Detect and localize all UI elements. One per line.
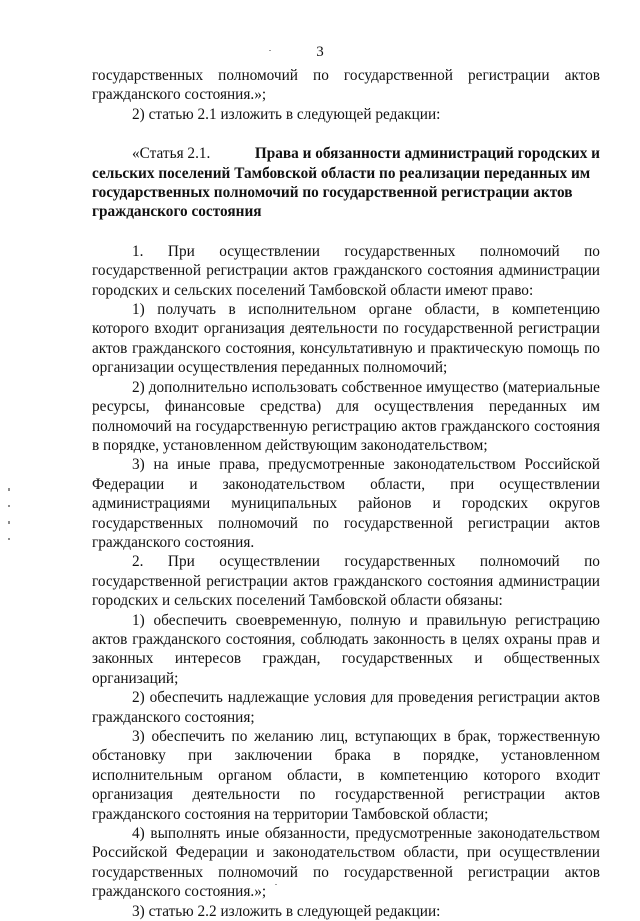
word: исполнительным: [92, 766, 203, 784]
word: и: [409, 611, 418, 629]
word: гражданского состояния на территории Тамбовской области;: [92, 805, 489, 823]
word: в: [393, 747, 401, 765]
word: деятельности: [290, 320, 378, 338]
word: общественных: [503, 650, 600, 668]
word: компетенцию: [511, 301, 600, 319]
word: иные: [177, 456, 211, 474]
word: средства): [260, 398, 322, 416]
word: органом: [218, 766, 272, 784]
word: вступающих: [354, 728, 437, 745]
word: 1): [132, 301, 145, 319]
word: собственное: [341, 378, 423, 396]
word: по: [231, 728, 248, 745]
word: и: [591, 630, 600, 648]
word: 3): [132, 456, 145, 474]
word: полную: [350, 611, 401, 629]
word: иные: [225, 825, 260, 843]
word: законных: [92, 650, 154, 668]
text-line: [92, 843, 600, 862]
word: актов: [92, 339, 128, 357]
word: правильную: [426, 611, 507, 629]
word: гражданского: [333, 572, 423, 590]
word: государственных полномочий по государственной регистрации актов: [92, 184, 573, 202]
word: в: [443, 728, 451, 745]
article-label: «Статья 2.1.: [132, 145, 215, 163]
word: гражданского состояния;: [92, 708, 255, 726]
word: им: [582, 398, 600, 416]
word: При: [167, 553, 195, 571]
word: охраны: [504, 630, 553, 648]
word: государственных: [92, 67, 204, 84]
text-line: [92, 649, 600, 668]
word: гражданского состояния.»;: [92, 883, 267, 901]
word: компетенцию: [379, 766, 469, 784]
word: по: [313, 514, 329, 532]
text-line: [92, 164, 600, 183]
word: получать: [157, 301, 216, 319]
word: граждан,: [262, 650, 321, 668]
word: области,: [287, 766, 343, 784]
word: деятельности: [192, 786, 281, 804]
word: полномочий: [92, 417, 172, 435]
word: области,: [424, 301, 480, 319]
word: государственных: [92, 863, 204, 881]
word: соблюдать: [300, 630, 369, 648]
word: при: [466, 844, 491, 862]
word: обязанности,: [264, 825, 350, 843]
word: 3): [132, 728, 145, 745]
word: гражданского состояния.: [92, 533, 255, 551]
word: государственных: [344, 553, 456, 571]
word: в: [492, 301, 500, 319]
word: торжественную: [497, 728, 600, 745]
word: 2): [132, 689, 145, 707]
word: законодательством: [222, 475, 346, 493]
word: полномочий: [479, 553, 560, 571]
word: выполнять: [150, 825, 221, 843]
word: прав: [556, 630, 587, 648]
word: актов: [564, 863, 600, 881]
word: регистрацию: [312, 417, 397, 435]
word: брака: [334, 747, 371, 765]
text-line: [92, 105, 600, 124]
word: округов: [549, 495, 600, 513]
text-line: [92, 144, 600, 163]
word: обеспечить: [149, 689, 223, 707]
word: переданных: [488, 398, 567, 416]
word: исполнительном: [248, 301, 357, 319]
word: 1): [132, 611, 145, 629]
word: надлежащие: [227, 689, 310, 707]
word: городских и сельских поселений Тамбовской области имеют право:: [92, 281, 534, 299]
word: организаций;: [92, 669, 179, 687]
word: осуществлении: [219, 553, 320, 571]
text-line: [92, 708, 600, 727]
word: использовать: [251, 378, 338, 396]
document-body: [92, 66, 600, 921]
word: государственной: [92, 262, 202, 280]
word: государственных: [92, 514, 204, 532]
word: своевременную,: [235, 611, 342, 629]
word: гражданского: [132, 630, 221, 648]
text-line: [92, 688, 600, 707]
word: интересов: [174, 650, 242, 668]
word: условия: [313, 689, 367, 707]
word: актов: [401, 417, 437, 435]
word: по: [313, 67, 329, 84]
word: при: [450, 475, 475, 493]
text-line: [92, 242, 600, 261]
text-line: [92, 805, 600, 824]
text-line: [92, 727, 600, 746]
word: и: [474, 650, 483, 668]
word: дополнительно: [148, 378, 248, 396]
word: обстановку: [92, 747, 166, 765]
text-line: [92, 85, 600, 104]
word: администрации: [498, 572, 600, 590]
word: (материальные: [502, 378, 600, 396]
word: организация: [203, 320, 285, 338]
word: целях: [462, 630, 500, 648]
word: по: [584, 242, 600, 260]
word: гражданского состояния: [92, 203, 262, 221]
word: регистрации: [468, 514, 550, 532]
page-number: 3: [316, 44, 324, 60]
word: ресурсы,: [92, 398, 150, 416]
word: администрациями: [92, 495, 211, 513]
text-line: [92, 475, 600, 494]
word: Российской: [524, 456, 600, 474]
word: и: [432, 495, 441, 513]
word: полномочий: [218, 863, 298, 881]
word: муниципальных: [231, 495, 338, 513]
text-line: [92, 261, 600, 280]
margin-mark: [8, 488, 10, 491]
word: 3) статью 2.2 изложить в следующей редакции:: [132, 902, 441, 920]
word: гражданского состояния.»;: [92, 86, 267, 104]
word: государственных: [344, 242, 456, 260]
word: регистрации: [468, 863, 550, 881]
word: полномочий: [218, 67, 298, 84]
word: 2.: [132, 553, 144, 571]
word: и: [189, 475, 198, 493]
word: и: [256, 844, 265, 862]
margin-mark: [8, 505, 10, 507]
word: состояния: [427, 572, 494, 590]
text-line: [92, 630, 600, 649]
word: финансовые: [164, 398, 245, 416]
word: Российской: [92, 844, 168, 862]
word: проведения: [398, 689, 474, 707]
word: регистрации: [463, 786, 546, 804]
word: государственной: [92, 572, 202, 590]
text-line: [92, 183, 600, 202]
word: полномочий: [218, 514, 298, 532]
word: государственную: [195, 417, 308, 435]
word: брак,: [457, 728, 492, 745]
text-line: [92, 417, 600, 436]
word: актов: [564, 786, 600, 804]
margin-mark: [8, 538, 10, 540]
word: Федерации: [92, 475, 165, 493]
text-line: [92, 397, 600, 416]
word: по: [584, 553, 600, 571]
word: осуществлении: [499, 844, 600, 862]
word: актов: [564, 689, 600, 707]
word: заключении: [234, 747, 313, 765]
word: регистрации: [478, 689, 560, 707]
word: в: [228, 301, 236, 319]
word: желанию: [254, 728, 314, 745]
text-line: [92, 824, 600, 843]
word: регистрацию: [515, 611, 600, 629]
word: актов: [292, 262, 329, 280]
word: регистрации: [468, 67, 550, 84]
word: Федерации: [175, 844, 248, 862]
word: государственной: [404, 320, 514, 338]
word: гражданского: [441, 417, 530, 435]
word: в: [357, 766, 365, 784]
text-line: [92, 863, 600, 882]
text-line: [92, 533, 600, 552]
word: установленном: [501, 747, 600, 765]
word: осуществления: [374, 398, 474, 416]
word: входит: [154, 320, 199, 338]
text-line: [92, 611, 600, 630]
word: законодательством: [477, 825, 600, 843]
text-line: [92, 785, 600, 804]
paragraph-gap: [92, 124, 600, 144]
word: гражданского: [333, 262, 423, 280]
word: на: [176, 417, 192, 435]
text-line: [92, 882, 600, 901]
margin-mark: [8, 521, 10, 524]
word: При: [167, 242, 195, 260]
word: помощь: [527, 339, 580, 357]
text-line: [92, 746, 600, 765]
word: 1.: [132, 242, 144, 260]
word: государственной: [343, 863, 453, 881]
word: предусмотренные: [355, 825, 472, 843]
text-line: [92, 281, 600, 300]
word: состояния: [427, 262, 494, 280]
text-line: [92, 552, 600, 571]
word: для: [336, 398, 359, 416]
word: актов: [92, 630, 128, 648]
word: законность: [373, 630, 446, 648]
word: органе: [368, 301, 413, 319]
word: регистрации: [206, 572, 288, 590]
word: осуществлении: [219, 242, 320, 260]
text-line: [92, 319, 600, 338]
word: государственной: [343, 514, 453, 532]
scan-speck: [275, 884, 277, 885]
word: актов: [564, 67, 600, 84]
text-line: [92, 339, 600, 358]
word: которого: [92, 320, 150, 338]
word: регистрации: [206, 262, 288, 280]
word: по: [313, 863, 329, 881]
text-line: [92, 572, 600, 591]
word: области,: [370, 475, 426, 493]
word: 2): [132, 378, 145, 396]
word: состояния,: [225, 339, 296, 357]
word: в порядке, установленном действующим законодательством;: [92, 436, 488, 454]
text-line: [92, 766, 600, 785]
word: имущество: [426, 378, 499, 396]
text-line: [92, 202, 600, 221]
text-line: [92, 514, 600, 533]
word: законодательством: [272, 844, 396, 862]
word: сельских поселений Тамбовской области по реализации переданных им: [92, 164, 591, 182]
word: государственной: [343, 67, 453, 84]
word: области,: [403, 844, 459, 862]
word: входит: [555, 766, 600, 784]
word: администрации: [498, 262, 600, 280]
word: районов: [358, 495, 412, 513]
word: организации осуществления переданных полномочий;: [92, 359, 448, 377]
word: государственной: [334, 786, 444, 804]
word: при: [188, 747, 213, 765]
scan-speck: [269, 50, 271, 51]
word: городских и сельских поселений Тамбовской области обязаны:: [92, 592, 503, 610]
paragraph-gap: [92, 222, 600, 242]
text-line: [92, 378, 600, 397]
text-line: [92, 300, 600, 319]
article-heading-text: Права и обязанности администраций городских и: [254, 145, 600, 163]
word: обеспечить: [151, 728, 225, 745]
word: актов: [292, 572, 329, 590]
word: обеспечить: [153, 611, 227, 629]
word: гражданского: [132, 339, 221, 357]
word: в: [450, 630, 458, 648]
word: состояния,: [225, 630, 296, 648]
word: порядке,: [422, 747, 479, 765]
text-line: [92, 436, 600, 455]
word: лиц,: [320, 728, 349, 745]
text-line: [92, 494, 600, 513]
text-line: [92, 455, 600, 474]
word: по: [299, 786, 316, 804]
word: 2) статью 2.1 изложить в следующей редакции:: [132, 105, 441, 123]
word: предусмотренные: [268, 456, 385, 474]
word: и: [417, 339, 426, 357]
word: законодательством: [393, 456, 516, 474]
word: организация: [92, 786, 173, 804]
word: полномочий: [479, 242, 560, 260]
word: государственных: [341, 650, 453, 668]
word: 4): [132, 825, 145, 843]
word: состояния: [534, 417, 600, 435]
word: которого: [483, 766, 541, 784]
word: на: [153, 456, 169, 474]
word: консультативную: [299, 339, 413, 357]
text-line: [92, 669, 600, 688]
word: актов: [564, 514, 600, 532]
text-line: [92, 591, 600, 610]
word: осуществлении: [499, 475, 600, 493]
word: регистрации: [518, 320, 600, 338]
word: практическую: [430, 339, 524, 357]
word: по: [382, 320, 399, 338]
text-line: [92, 66, 600, 85]
text-line: [92, 358, 600, 377]
word: по: [584, 339, 600, 357]
word: для: [370, 689, 394, 707]
word: права,: [219, 456, 260, 474]
word: городских: [461, 495, 528, 513]
